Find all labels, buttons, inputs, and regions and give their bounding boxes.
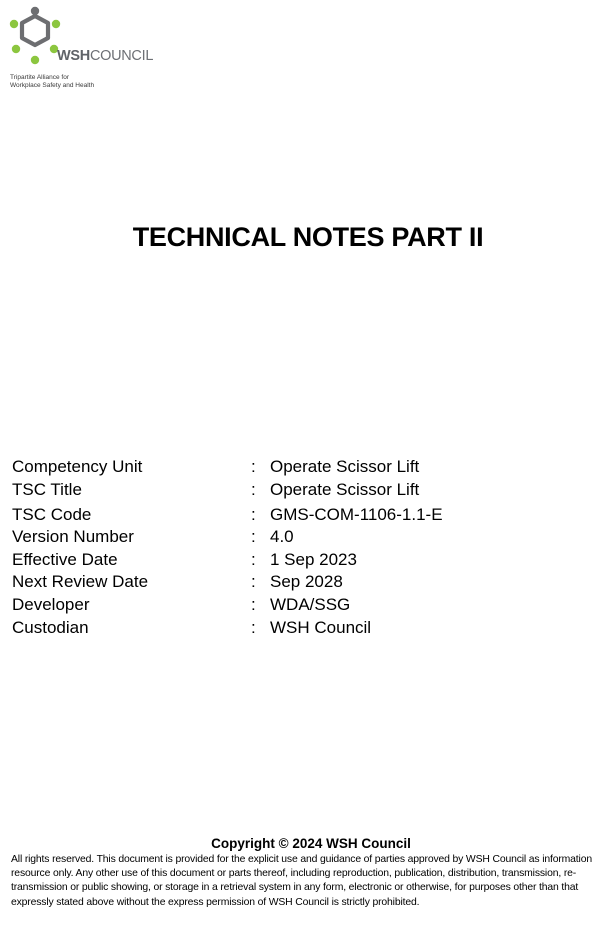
detail-row-effective-date: [12, 549, 572, 572]
detail-label: Competency Unit: [12, 457, 143, 476]
logo-council-text: COUNCIL: [89, 48, 154, 64]
detail-value: Operate Scissor Lift: [270, 479, 420, 499]
detail-row-developer: [12, 594, 572, 617]
detail-row-custodian: [12, 617, 572, 640]
document-details: [12, 456, 572, 639]
detail-value: Sep 2028: [270, 572, 343, 592]
detail-row-competency-unit: [12, 456, 572, 479]
detail-label: Version Number: [12, 527, 134, 547]
logo-wordmark: [57, 48, 153, 64]
detail-row-next-review-date: [12, 571, 572, 594]
detail-separator: :: [251, 572, 256, 592]
detail-value: 4.0: [270, 527, 294, 547]
detail-label: TSC Title: [12, 479, 82, 499]
copyright-notice: Copyright © 2024 WSH Council: [211, 836, 411, 851]
detail-separator: :: [251, 617, 256, 637]
detail-separator: :: [251, 479, 256, 499]
detail-label: Developer: [12, 594, 90, 614]
detail-label: Effective Date: [12, 549, 118, 569]
rights-statement: All rights reserved. This document is provided for the explicit use and guidance of parties approved by WSH Council as information resource only. Any other use of this document or parts thereof, including reproduction, publication, distribution, transmission, re-transmission or public showing, or storage in a retrieval system in any form, electronic or otherwise, for purposes other than that expressly stated above without the express permission of WSH Council is strictly prohibited.: [11, 854, 592, 908]
logo-tagline: [10, 74, 94, 90]
detail-row-tsc-title: [12, 479, 572, 504]
detail-label: TSC Code: [12, 504, 92, 524]
wsh-council-logo: [8, 6, 168, 96]
logo-tagline-line-1: Tripartite Alliance for: [10, 74, 70, 81]
detail-separator: :: [251, 504, 256, 524]
detail-row-tsc-code: [12, 504, 572, 527]
detail-label: Custodian: [12, 617, 89, 637]
detail-value: Operate Scissor Lift: [270, 457, 420, 476]
detail-separator: :: [251, 457, 256, 476]
detail-row-version-number: [12, 526, 572, 549]
detail-separator: :: [251, 594, 256, 614]
detail-separator: :: [251, 527, 256, 547]
document-title: TECHNICAL NOTES PART II: [132, 222, 484, 252]
detail-separator: :: [251, 549, 256, 569]
detail-value: WSH Council: [270, 617, 372, 637]
detail-value: 1 Sep 2023: [270, 549, 357, 569]
logo-tagline-line-2: Workplace Safety and Health: [10, 82, 95, 89]
copyright-footer: [11, 835, 611, 910]
detail-label: Next Review Date: [12, 572, 149, 592]
detail-value: WDA/SSG: [270, 594, 351, 614]
logo-wsh-text: WSH: [57, 48, 90, 64]
detail-value: GMS-COM-1106-1.1-E: [270, 504, 443, 524]
